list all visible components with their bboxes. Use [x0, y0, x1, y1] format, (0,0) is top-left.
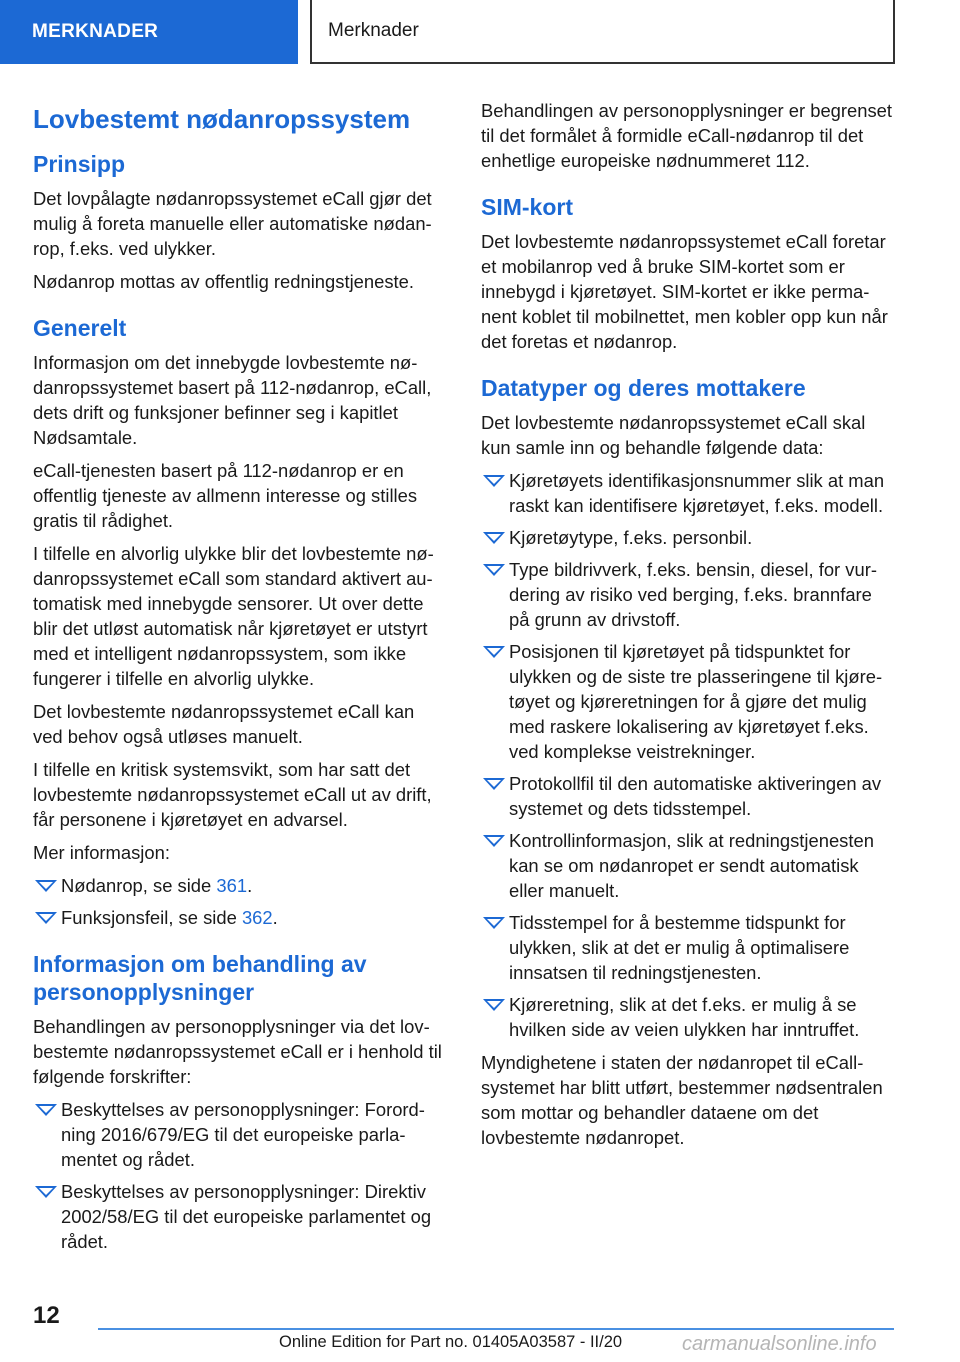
- list-item: Kjøretøyets identifikasjonsnummer slik at man raskt kan identifisere kjøretøyet, f.eks. modell.: [481, 468, 896, 518]
- triangle-bullet-icon: [483, 564, 505, 576]
- left-column: [33, 98, 448, 1262]
- triangle-bullet-icon: [35, 1104, 57, 1116]
- section-tab: [0, 0, 298, 64]
- paragraph: Det lovpålagte nødanropssystemet eCall gjør det mulig å foreta manuelle eller automatiske nødanrop, f.eks. ved ulykker.: [33, 188, 432, 259]
- triangle-bullet-icon: [483, 999, 505, 1011]
- triangle-bullet-icon: [483, 835, 505, 847]
- section-header: [310, 0, 895, 64]
- paragraph: Nødanrop mottas av offentlig redningstjeneste.: [33, 271, 414, 292]
- list-item: Beskyttelses av personopplysninger: Direktiv 2002/58/EG til det europeiske parlamentet og rådet.: [33, 1179, 448, 1254]
- paragraph: Det lovbestemte nødanropssystemet eCall foretar et mobilanrop ved å bruke SIM-kortet som er innebygd i kjøretøyet. SIM-kortet er ikke permanent koblet til mobilnettet, men kobler opp kun når det foretas et nødanrop.: [481, 231, 888, 352]
- triangle-bullet-icon: [483, 475, 505, 487]
- paragraph: Informasjon om det innebygde lovbestemte nødanropssystemet basert på 112-nødanrop, eCall, dets drift og funksjoner befinner seg i kapitlet Nødsamtale.: [33, 352, 432, 448]
- section-tab-label: MERKNADER: [32, 21, 159, 42]
- paragraph: Det lovbestemte nødanropssystemet eCall kan ved behov også utløses manuelt.: [33, 701, 415, 747]
- data-types-list: [481, 468, 896, 1042]
- triangle-bullet-icon: [483, 532, 505, 544]
- footer-edition: Online Edition for Part no. 01405A03587 - II/20: [279, 1333, 623, 1351]
- heading-prinsipp: Prinsipp: [33, 151, 126, 177]
- right-column: [481, 98, 896, 1158]
- paragraph: Behandlingen av personopplysninger via det lovbestemte nødanropssystemet eCall er i henhold til følgende forskrifter:: [33, 1016, 442, 1087]
- paragraph: Det lovbestemte nødanropssystemet eCall skal kun samle inn og behandle følgende data:: [481, 412, 866, 458]
- paragraph: Mer informasjon:: [33, 842, 170, 863]
- list-item: Beskyttelses av personopplysninger: Forordning 2016/679/EG til det europeiske parlamentet og rådet.: [33, 1097, 448, 1172]
- list-item: Kjøretøytype, f.eks. personbil.: [481, 525, 896, 550]
- triangle-bullet-icon: [35, 912, 57, 924]
- paragraph: eCall-tjenesten basert på 112-nødanrop er en offentlig tjeneste av allmenn interesse og stilles gratis til rådighet.: [33, 460, 418, 531]
- triangle-bullet-icon: [35, 1186, 57, 1198]
- heading-behandling: Informasjon om behandling av personopplysninger: [33, 951, 367, 1005]
- heading-datatyper: Datatyper og deres mottakere: [481, 375, 806, 401]
- paragraph: Myndighetene i staten der nødanropet til eCall-systemet har blitt utført, bestemmer nødsentralen som mottar og behandler dataene om det lovbestemte nødanropet.: [481, 1052, 883, 1148]
- page-link-361[interactable]: 361: [216, 875, 248, 896]
- triangle-bullet-icon: [483, 778, 505, 790]
- list-item: Posisjonen til kjøretøyet på tidspunktet for ulykken og de siste tre plasseringene til kjøretøyet og kjøreretningen for å gjøre det mulig med raskere lokalisering av kjøretøyet f.eks. ved komplekse veistrekninger.: [481, 639, 896, 764]
- page-title: Lovbestemt nødanropssystem: [33, 104, 411, 134]
- page-link-362[interactable]: 362: [241, 907, 273, 928]
- heading-generelt: Generelt: [33, 315, 127, 341]
- list-item: Protokollfil til den automatiske aktiveringen av systemet og dets tidsstempel.: [481, 771, 896, 821]
- regulation-list: [33, 1097, 448, 1254]
- list-item: Kontrollinformasjon, slik at redningstjenesten kan se om nødanropet er sendt automatisk eller manuelt.: [481, 828, 896, 903]
- list-item: Tidsstempel for å bestemme tidspunkt for ulykken, slik at det er mulig å optimalisere innsatsen til redningstjenesten.: [481, 910, 896, 985]
- triangle-bullet-icon: [483, 917, 505, 929]
- triangle-bullet-icon: [483, 646, 505, 658]
- paragraph: I tilfelle en kritisk systemsvikt, som har satt det lovbestemte nødanropssystemet eCall ut av drift, får personene i kjøretøyet en advarsel.: [33, 759, 432, 830]
- page-number: 12: [33, 1302, 60, 1329]
- section-header-label: Merknader: [328, 20, 419, 41]
- watermark: carmanualsonline.info: [682, 1333, 877, 1355]
- more-info-list: [33, 873, 448, 930]
- list-item: Nødanrop, se side 361.: [33, 873, 448, 898]
- list-item: Type bildrivverk, f.eks. bensin, diesel, for vurdering av risiko ved berging, f.eks. brannfare på grunn av drivstoff.: [481, 557, 896, 632]
- triangle-bullet-icon: [35, 880, 57, 892]
- list-item: Funksjonsfeil, se side 362.: [33, 905, 448, 930]
- list-item: Kjøreretning, slik at det f.eks. er mulig å se hvilken side av veien ulykken har inntruffet.: [481, 992, 896, 1042]
- footer-divider: [98, 1328, 894, 1330]
- paragraph: Behandlingen av personopplysninger er begrenset til det formålet å formidle eCall-nødanrop til det enhetlige europeiske nødnummeret 112.: [481, 100, 893, 171]
- paragraph: I tilfelle en alvorlig ulykke blir det lovbestemte nødanropssystemet eCall som standard aktivert automatisk med innebygde sensorer. Ut over dette blir det utløst automatisk når kjøretøyet er utstyrt med et intelligent nødanropssystem, som ikke fungerer i tilfelle en alvorlig ulykke.: [33, 543, 434, 689]
- heading-sim-kort: SIM-kort: [481, 194, 573, 220]
